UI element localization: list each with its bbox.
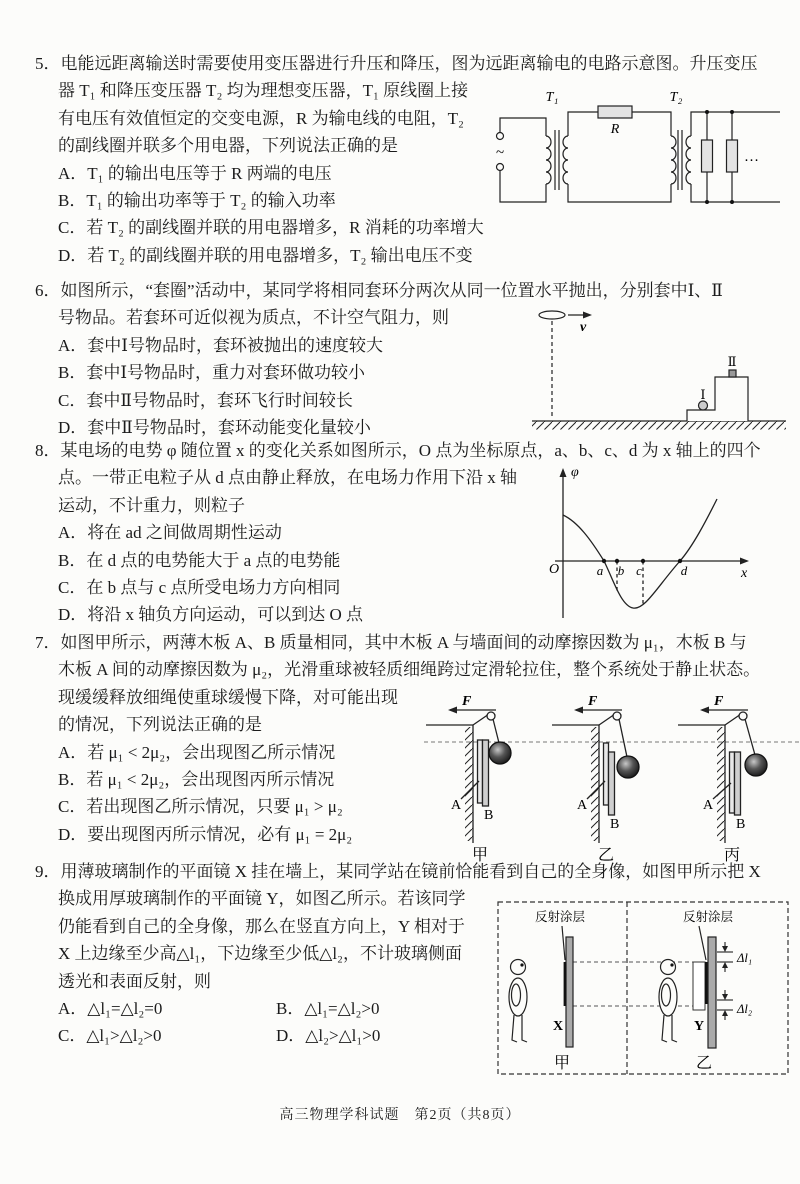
- q7-diagram-yi: [550, 693, 674, 865]
- question-line: 有电压有效值恒定的交变电源，R 为输电线的电阻，T₂: [58, 108, 464, 128]
- mirror-x-coating: [564, 962, 567, 1006]
- person-figure: [659, 960, 677, 1043]
- origin-label: O: [549, 562, 560, 577]
- question-text: 如图所示，“套圈”活动中，某同学将相同套环分两次从同一位置水平抛出，分别套中Ⅰ、Ⅱ: [60, 281, 723, 300]
- option-a: A．套中Ⅰ号物品时，套环被抛出的速度较大: [58, 335, 383, 355]
- q7-diagram-bing: [676, 693, 800, 865]
- t2-label: T₂: [669, 90, 683, 105]
- board-b-label: B: [610, 817, 620, 832]
- force-arrowhead: [700, 707, 709, 714]
- question-text: 某电场的电势 φ 随位置 x 的变化关系如图所示，O 点为坐标原点，a、b、c、d 为 x 轴上的四个: [60, 441, 761, 460]
- question-line: [35, 858, 761, 885]
- board-b-label: B: [736, 817, 746, 832]
- t1-label: T₁: [545, 90, 559, 105]
- mirror-y: [708, 937, 716, 1048]
- option-d: D．套中Ⅱ号物品时，套环动能变化量较小: [58, 417, 371, 437]
- question-line: 仍能看到自己的全身像，那么在竖直方向上，Y 相对于: [58, 916, 465, 936]
- point-b-label: b: [617, 563, 625, 578]
- force-label: F: [714, 694, 724, 709]
- ac-source-symbol: ~: [495, 145, 505, 161]
- delta-l1-label: Δl₁: [737, 951, 753, 965]
- option-a: A．T₁ 的输出电压等于 R 两端的电压: [58, 163, 332, 183]
- force-label: F: [588, 694, 598, 709]
- q7-diagram-jia: [424, 693, 548, 865]
- mirror-x-label: X: [553, 1019, 564, 1034]
- question-number: 6．: [35, 281, 61, 300]
- x-axis-label: x: [741, 566, 748, 581]
- q5-transformer-circuit-diagram: [488, 88, 793, 210]
- option-d: D．要出现图丙所示情况，必有 μ₁ = 2μ₂: [58, 824, 353, 844]
- option-a: A．△l₁=△l₂=0: [58, 998, 163, 1018]
- question-line: 换成用厚玻璃制作的平面镜 Y，如图乙所示。若该同学: [58, 889, 466, 909]
- question-line: X 上边缘至少高△l₁，下边缘至少低△l₂，不计玻璃侧面: [58, 944, 462, 964]
- option-c: C．△l₁>△l₂>0: [58, 1026, 162, 1046]
- ground-hatching: [532, 422, 786, 430]
- q9-mirror-diagram: [496, 900, 790, 1078]
- question-number: 8．: [35, 441, 61, 460]
- question-line: [35, 629, 760, 656]
- force-arrowhead: [574, 707, 583, 714]
- question-number: 7．: [35, 633, 61, 652]
- option-b: B．套中Ⅰ号物品时，重力对套环做功较小: [58, 363, 366, 383]
- velocity-arrowhead: [583, 312, 592, 319]
- mirror-x: [566, 937, 573, 1047]
- question-text: 电能远距离输送时需要使用变压器进行升压和降压，图为远距离输电的电路示意图。升压变压: [60, 54, 758, 73]
- question-text: 如图甲所示，两薄木板 A、B 质量相同，其中木板 A 与墙面间的动摩擦因数为 μ₁，木板 B 与: [60, 633, 747, 652]
- delta-l2-label: Δl₂: [737, 1002, 753, 1016]
- resistor-label: R: [610, 122, 620, 137]
- question-line: 运动，不计重力，则粒子: [58, 495, 245, 515]
- board-a-label: A: [451, 798, 462, 813]
- option-b: B．在 d 点的电势能大于 a 点的电势能: [58, 550, 341, 570]
- q6-ring-toss-diagram: [528, 302, 790, 434]
- option-d: D．△l₂>△l₁>0: [276, 1026, 381, 1046]
- page-footer: 高三物理学科试题 第2页（共8页）: [279, 1108, 521, 1123]
- board-b-label: B: [484, 808, 494, 823]
- caption-jia: 甲: [471, 847, 489, 864]
- wall-hatching: [717, 727, 725, 841]
- question-line: [35, 50, 758, 77]
- q8-potential-position-graph: [543, 458, 761, 632]
- question-line: 木板 A 间的动摩擦因数为 μ₂，光滑重球被轻质细绳跨过定滑轮拉住，整个系统处于静止状态。: [58, 660, 761, 680]
- option-a: A．将在 ad 之间做周期性运动: [58, 523, 282, 543]
- dim-arrowhead: [722, 946, 728, 952]
- dim-arrowhead: [722, 962, 728, 968]
- option-d: D．将沿 x 轴负方向运动，可以到达 O 点: [58, 605, 364, 625]
- x-axis-arrowhead: [740, 558, 749, 565]
- point-d-label: d: [680, 563, 688, 578]
- question-line: 点。一带正电粒子从 d 点由静止释放，在电场力作用下沿 x 轴: [58, 468, 517, 488]
- phi-axis-label: φ: [571, 465, 579, 480]
- option-b: B．T₁ 的输出功率等于 T₂ 的输入功率: [58, 190, 336, 210]
- question-number: 5．: [35, 54, 61, 73]
- question-text: 用薄玻璃制作的平面镜 X 挂在墙上，某同学站在镜前恰能看到自己的全身像，如图甲所示把 X: [60, 862, 761, 881]
- force-arrowhead: [448, 707, 457, 714]
- question-line: 号物品。若套环可近似视为质点，不计空气阻力，则: [58, 308, 449, 328]
- option-b: B．△l₁=△l₂>0: [276, 998, 380, 1018]
- phi-axis-arrowhead: [560, 468, 567, 477]
- question-line: 现缓缓释放细绳使重球缓慢下降，对可能出现: [58, 687, 398, 707]
- question-number: 9．: [35, 862, 61, 881]
- board-a-label: A: [703, 798, 714, 813]
- dim-arrowhead: [722, 1010, 728, 1016]
- more-loads-dots: …: [744, 149, 759, 165]
- option-c: C．若 T₂ 的副线圈并联的用电器增多，R 消耗的功率增大: [58, 218, 484, 238]
- board-a-label: A: [577, 798, 588, 813]
- force-label: F: [462, 694, 472, 709]
- option-b: B．若 μ₁ < 2μ₂，会出现图丙所示情况: [58, 769, 335, 789]
- caption-bing: 丙: [723, 847, 741, 864]
- mirror-y-label: Y: [694, 1019, 705, 1034]
- caption-jia: 甲: [553, 1055, 571, 1072]
- caption-yi: 乙: [695, 1055, 713, 1072]
- item1-label: Ⅰ: [700, 387, 706, 402]
- question-line: 的情况，下列说法正确的是: [58, 715, 262, 735]
- question-line: [35, 277, 723, 304]
- option-a: A．若 μ₁ < 2μ₂，会出现图乙所示情况: [58, 742, 336, 762]
- person-figure: [509, 960, 527, 1043]
- point-a-label: a: [596, 563, 604, 578]
- point-c-label: c: [636, 563, 642, 578]
- option-c: C．若出现图乙所示情况，只要 μ₁ > μ₂: [58, 797, 343, 817]
- mirror-y-glass: [693, 962, 705, 1010]
- question-line: 器 T₁ 和降压变压器 T₂ 均为理想变压器，T₁ 原线圈上接: [58, 81, 469, 101]
- wall-hatching: [465, 727, 473, 841]
- option-c: C．在 b 点与 c 点所受电场力方向相同: [58, 577, 341, 597]
- wall-hatching: [591, 727, 599, 841]
- question-line: 透光和表面反射，则: [58, 971, 211, 991]
- coating-label-jia: 反射涂层: [534, 910, 586, 924]
- caption-yi: 乙: [597, 847, 615, 864]
- option-d: D．若 T₂ 的副线圈并联的用电器增多，T₂ 输出电压不变: [58, 245, 473, 265]
- dim-arrowhead: [722, 994, 728, 1000]
- option-c: C．套中Ⅱ号物品时，套环飞行时间较长: [58, 390, 353, 410]
- item2-label: Ⅱ: [727, 354, 737, 369]
- velocity-label: v: [580, 320, 587, 335]
- coating-label-yi: 反射涂层: [682, 910, 734, 924]
- question-line: 的副线圈并联多个用电器，下列说法正确的是: [58, 136, 398, 156]
